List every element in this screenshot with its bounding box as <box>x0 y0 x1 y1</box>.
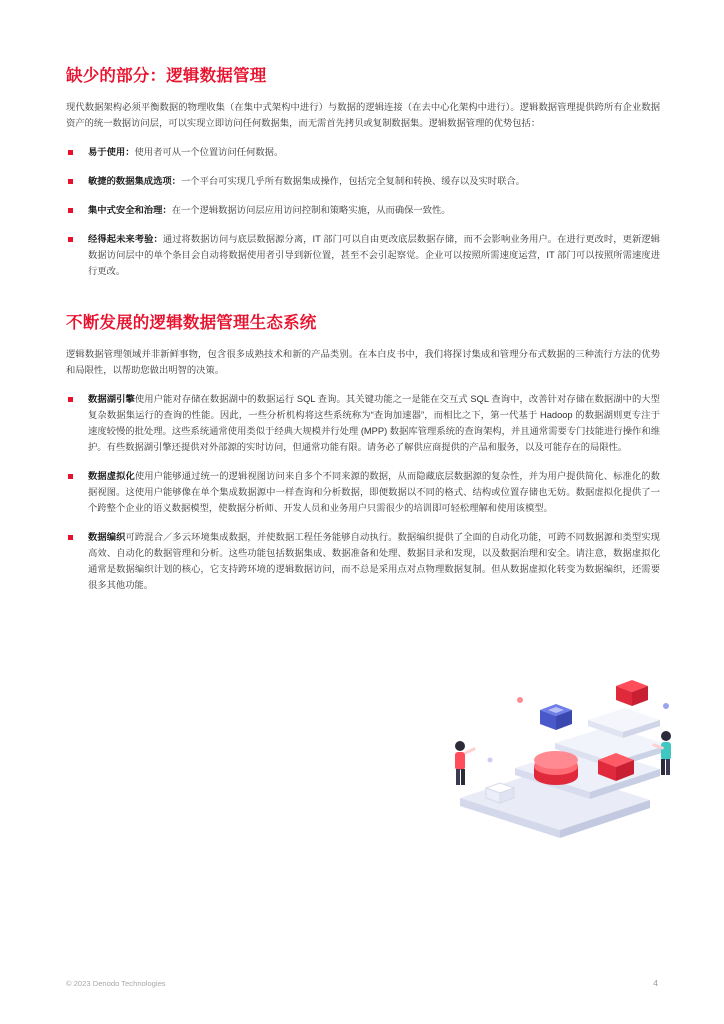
list-item-lead: 数据虚拟化 <box>88 470 135 481</box>
bullet-marker-icon <box>68 397 73 402</box>
list-item-text: 使用户能够通过统一的逻辑视图访问来自多个不同来源的数据，从而隐藏底层数据源的复杂性，并为用户提供简化、标准化的数据视图。这使用户能够像在单个集成数据源中一样查询和分析数据，即便数据以不同的格式、结构或位置存储也无妨。数据虚拟化提供了一个跨整个企业的语义数据模型，使数据分析师、开发人员和业务用户只需很少的培训即可轻松理解和使用该模型。 <box>88 470 660 513</box>
page-content <box>66 62 660 607</box>
list-item-text: 使用户能对存储在数据湖中的数据运行 SQL 查询。其关键功能之一是能在交互式 SQL 查询中，改善针对存储在数据湖中的大型复杂数据集运行的查询的性能。因此，一些分析机构将这些系统称为“查询加速器”，而相比之下，第一代基于 Hadoop 的数据湖则更专注于速度较慢的批处理。这些系统通常使用类似于经典大规模并行处理 (MPP) 数据库管理系统的查询架构，并且通常需要专门技能进行操作和维护。有些数据湖引擎还提供对外部源的实时访问，但通常功能有限。请务必了解供应商提供的产品和服务，以及可能存在的局限性。 <box>88 393 660 452</box>
bullet-marker-icon <box>68 474 73 479</box>
list-item-lead: 数据湖引擎 <box>88 393 135 404</box>
list-item-lead: 经得起未来考验： <box>88 233 163 244</box>
list-item-lead: 集中式安全和治理： <box>88 204 172 215</box>
section-title-evolving-ecosystem: 不断发展的逻辑数据管理生态系统 <box>66 313 317 332</box>
bullet-marker-icon <box>68 208 73 213</box>
list-item <box>66 530 660 594</box>
bullet-marker-icon <box>68 237 73 242</box>
list-item-text: 使用者可从一个位置访问任何数据。 <box>134 146 284 157</box>
section2-bullet-list <box>66 392 660 594</box>
section1-bullet-list <box>66 145 660 280</box>
page-footer <box>66 978 658 988</box>
list-item-text: 通过将数据访问与底层数据源分离，IT 部门可以自由更改底层数据存储，而不会影响业务用户。在进行更改时，更新逻辑数据访问层中的单个条目会自动将数据使用者引导到新位置，甚至不会引起察觉。企业可以按照所需速度运营，IT 部门可以按照所需速度进行更改。 <box>88 233 660 276</box>
bullet-marker-icon <box>68 150 73 155</box>
section1-intro-paragraph: 现代数据架构必须平衡数据的物理收集（在集中式架构中进行）与数据的逻辑连接（在去中心化架构中进行）。逻辑数据管理提供跨所有企业数据资产的统一数据访问层，可以实现立即访问任何数据集，而无需首先拷贝或复制数据集。逻辑数据管理的优势包括： <box>66 102 660 128</box>
section2-intro-paragraph: 逻辑数据管理领域并非新鲜事物，包含很多成熟技术和新的产品类别。在本白皮书中，我们将探讨集成和管理分布式数据的三种流行方法的优势和局限性，以帮助您做出明智的决策。 <box>66 348 660 375</box>
footer-copyright: © 2023 Denodo Technologies <box>66 979 166 988</box>
list-item-text: 一个平台可实现几乎所有数据集成操作，包括完全复制和转换、缓存以及实时联合。 <box>180 175 525 186</box>
bullet-marker-icon <box>68 179 73 184</box>
list-item <box>66 145 660 161</box>
isometric-data-illustration <box>420 648 690 838</box>
list-item <box>66 232 660 280</box>
list-item-lead: 敏捷的数据集成选项： <box>88 175 181 186</box>
footer-page-number: 4 <box>653 978 658 988</box>
list-item <box>66 469 660 517</box>
list-item-text: 在一个逻辑数据访问层应用访问控制和策略实施，从而确保一致性。 <box>171 204 451 215</box>
bullet-marker-icon <box>68 535 73 540</box>
section-title-logical-data-management: 缺少的部分：逻辑数据管理 <box>66 67 267 85</box>
list-item-lead: 易于使用： <box>88 146 135 157</box>
list-item-lead: 数据编织 <box>88 531 126 542</box>
list-item <box>66 203 660 219</box>
list-item <box>66 174 660 190</box>
list-item <box>66 392 660 456</box>
section-spacer <box>66 293 660 309</box>
list-item-text: 可跨混合／多云环境集成数据，并使数据工程任务能够自动执行。数据编织提供了全面的自动化功能，可跨不同数据源和类型实现高效、自动化的数据管理和分析。这些功能包括数据集成、数据准备和处理、数据目录和发现，以及数据治理和安全。请注意，数据虚拟化通常是数据编织计划的核心，它支持跨环境的逻辑数据访问，而不总是采用点对点物理数据复制。但从数据虚拟化转变为数据编织，还需要很多其他功能。 <box>88 531 660 590</box>
